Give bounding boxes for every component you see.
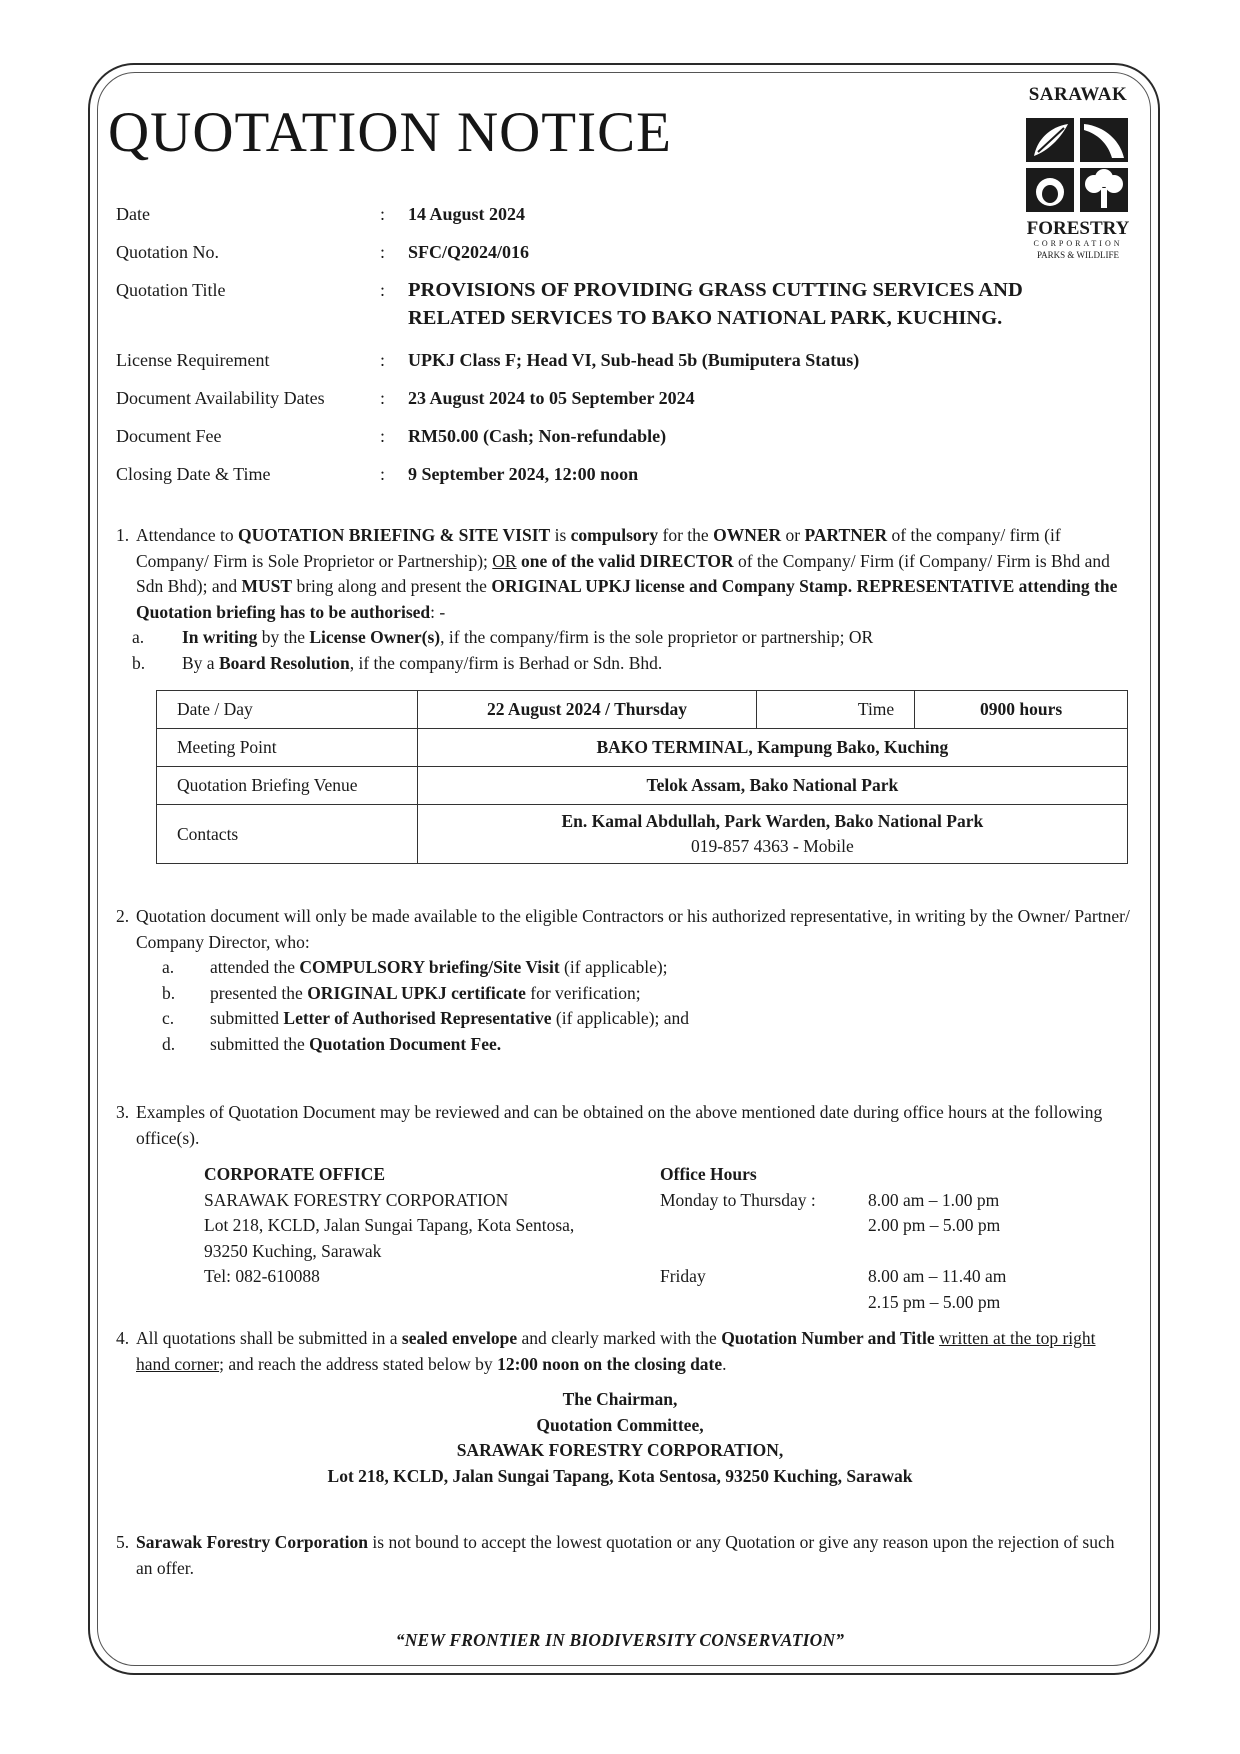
friday-hours-2: 2.15 pm – 5.00 pm: [868, 1291, 1001, 1312]
info-label: Quotation No.: [116, 242, 219, 262]
address-line-3: SARAWAK FORESTRY CORPORATION,: [456, 1440, 784, 1460]
logo-tag-text: PARKS & WILDLIFE: [1036, 250, 1119, 260]
friday-hours-1: 8.00 am – 11.40 am: [868, 1266, 1007, 1286]
mon-thu-hours-2: 2.00 pm – 5.00 pm: [868, 1215, 1001, 1235]
info-colon: :: [380, 388, 386, 408]
logo-emblem-icon: [1024, 116, 1132, 216]
footer-motto: “NEW FRONTIER IN BIODIVERSITY CONSERVATION”: [395, 1630, 845, 1650]
info-value: 9 September 2024, 12:00 noon: [408, 464, 639, 484]
mon-thu-label: Monday to Thursday :: [660, 1189, 816, 1210]
info-value: RM50.00 (Cash; Non-refundable): [408, 426, 667, 446]
section-number: 5.: [116, 1532, 130, 1552]
section-4-text: All quotations shall be submitted in a sealed envelope and clearly marked with the Quotation Number and Title written at the top right hand corner; and reach the address stated below by 12:00 noon on the closing date.: [136, 1328, 1096, 1374]
section-1-text: Attendance to QUOTATION BRIEFING & SITE VISIT is compulsory for the OWNER or PARTNER of the company/ firm (if Company/ Firm is Sole Proprietor or Partnership); OR one of the valid DIRECTOR of the Company/ Firm (if Company/ Firm is Bhd and Sdn Bhd); and MUST bring along and present the ORIGINAL UPKJ license and Company Stamp. REPRESENTATIVE attending the Quotation briefing has to be authorised: -: [136, 525, 1118, 622]
address-line-1: The Chairman,: [562, 1389, 678, 1409]
info-label: Date: [116, 204, 150, 224]
briefing-time-value: 0900 hours: [915, 691, 1128, 729]
item-marker: b.: [132, 652, 146, 673]
mon-thu-hours-1: 8.00 am – 1.00 pm: [868, 1189, 1000, 1210]
item-marker: b.: [162, 982, 176, 1003]
info-label: Quotation Title: [116, 280, 226, 300]
logo-main-text: FORESTRY: [1026, 218, 1130, 239]
info-colon: :: [380, 350, 386, 370]
info-colon: :: [380, 426, 386, 446]
briefing-date-label: Date / Day: [157, 691, 418, 729]
office-address-line-2: 93250 Kuching, Sarawak: [204, 1240, 382, 1261]
table-row: [157, 691, 1128, 729]
info-colon: :: [380, 280, 386, 300]
table-row: [157, 805, 1128, 864]
section-2-intro: Quotation document will only be made available to the eligible Contractors or his authorized representative, in writing by the Owner/ Partner/ Company Director, who:: [136, 906, 1130, 952]
info-colon: :: [380, 204, 386, 224]
section-1: [116, 523, 1132, 676]
logo-top-text: SARAWAK: [1028, 84, 1128, 105]
title-line-2: RELATED SERVICES TO BAKO NATIONAL PARK, KUCHING.: [408, 307, 1003, 329]
info-value: UPKJ Class F; Head VI, Sub-head 5b (Bumiputera Status): [408, 350, 860, 370]
office-telephone: Tel: 082-610088: [204, 1266, 320, 1286]
briefing-venue-value: Telok Assam, Bako National Park: [417, 767, 1127, 805]
item-marker: d.: [162, 1033, 176, 1054]
briefing-table: [156, 690, 1128, 864]
section-2-item-b: b. presented the ORIGINAL UPKJ certificate for verification;: [116, 981, 1132, 1007]
section-1-item-a: a. In writing by the License Owner(s), if the company/firm is the sole proprietor or partnership; OR: [116, 625, 1132, 651]
meeting-point-label: Meeting Point: [157, 729, 418, 767]
info-colon: :: [380, 242, 386, 262]
office-address-line-1: Lot 218, KCLD, Jalan Sungai Tapang, Kota Sentosa,: [204, 1215, 575, 1235]
info-value: 14 August 2024: [408, 204, 526, 224]
info-colon: :: [380, 464, 386, 484]
info-label: Closing Date & Time: [116, 464, 271, 484]
section-number: 2.: [116, 906, 130, 926]
section-3-intro: Examples of Quotation Document may be reviewed and can be obtained on the above mentioned date during office hours at the following office(s).: [136, 1102, 1103, 1148]
contacts-value: [417, 805, 1127, 864]
contacts-label: Contacts: [157, 805, 418, 864]
info-value: SFC/Q2024/016: [408, 242, 530, 262]
office-name: SARAWAK FORESTRY CORPORATION: [204, 1189, 509, 1210]
item-marker: a.: [162, 957, 175, 977]
contact-name: En. Kamal Abdullah, Park Warden, Bako National Park: [561, 811, 984, 831]
table-row: [157, 767, 1128, 805]
corporate-office: [204, 1162, 644, 1290]
section-number: 3.: [116, 1102, 130, 1122]
address-line-2: Quotation Committee,: [536, 1414, 704, 1435]
item-marker: c.: [162, 1008, 175, 1028]
section-3: [116, 1100, 1132, 1151]
title-line-1: PROVISIONS OF PROVIDING GRASS CUTTING SERVICES AND: [408, 279, 1023, 301]
table-row: [157, 729, 1128, 767]
logo-sub-text: CORPORATION: [1033, 239, 1123, 248]
info-label: Document Availability Dates: [116, 388, 325, 408]
page-title: QUOTATION NOTICE: [108, 101, 672, 164]
info-value: [408, 276, 1088, 332]
section-2-item-c: c. submitted Letter of Authorised Representative (if applicable); and: [116, 1006, 1132, 1032]
meeting-point-value: BAKO TERMINAL, Kampung Bako, Kuching: [417, 729, 1127, 767]
info-label: Document Fee: [116, 426, 222, 446]
address-line-4: Lot 218, KCLD, Jalan Sungai Tapang, Kota Sentosa, 93250 Kuching, Sarawak: [327, 1465, 913, 1486]
info-label: License Requirement: [116, 350, 270, 370]
contact-phone: 019-857 4363 - Mobile: [690, 836, 854, 856]
section-1-item-b: b. By a Board Resolution, if the company/firm is Berhad or Sdn. Bhd.: [116, 651, 1132, 677]
section-2-item-d: d. submitted the Quotation Document Fee.: [116, 1032, 1132, 1058]
section-number: 4.: [116, 1328, 130, 1348]
friday-label: Friday: [660, 1266, 706, 1286]
section-5-text: Sarawak Forestry Corporation is not bound to accept the lowest quotation or any Quotation or give any reason upon the rejection of such an offer.: [136, 1532, 1115, 1578]
section-2: [116, 904, 1132, 1057]
office-hours-heading: Office Hours: [660, 1164, 757, 1184]
item-marker: a.: [132, 627, 145, 647]
office-heading: CORPORATE OFFICE: [204, 1164, 385, 1184]
section-2-item-a: a. attended the COMPULSORY briefing/Site Visit (if applicable);: [116, 955, 1132, 981]
info-value: 23 August 2024 to 05 September 2024: [408, 388, 695, 408]
section-5: [116, 1530, 1132, 1581]
briefing-time-label: Time: [757, 691, 915, 729]
briefing-venue-label: Quotation Briefing Venue: [157, 767, 418, 805]
section-number: 1.: [116, 525, 130, 545]
section-4: [116, 1326, 1132, 1377]
briefing-date-value: 22 August 2024 / Thursday: [417, 691, 757, 729]
